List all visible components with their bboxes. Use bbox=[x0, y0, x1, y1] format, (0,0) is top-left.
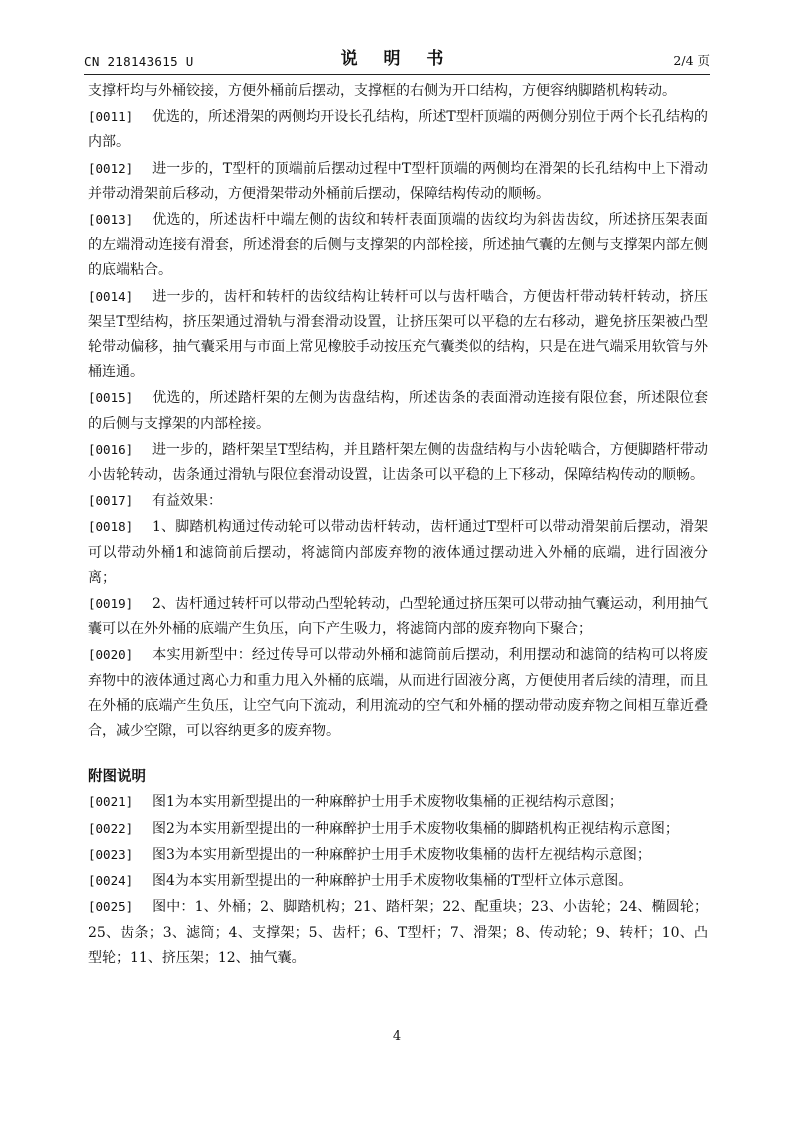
paragraph bbox=[88, 437, 708, 488]
paragraph-text: 优选的，所述滑架的两侧均开设长孔结构，所述T型杆顶端的两侧分别位于两个长孔结构的内部。 bbox=[88, 109, 708, 151]
paragraph-text: 优选的，所述踏杆架的左侧为齿盘结构，所述齿条的表面滑动连接有限位套，所述限位套的后侧与支撑架的内部栓接。 bbox=[88, 390, 708, 432]
paragraph-number: [0013] bbox=[88, 212, 134, 228]
paragraph bbox=[88, 894, 708, 971]
paragraph-text: 进一步的，T型杆的顶端前后摆动过程中T型杆顶端的两侧均在滑架的长孔结构中上下滑动并带动滑架前后移动，方便滑架带动外桶前后摆动，保障结构传动的顺畅。 bbox=[88, 160, 708, 202]
paragraph-text: 进一步的，踏杆架呈T型结构，并且踏杆架左侧的齿盘结构与小齿轮啮合，方便脚踏杆带动小齿轮转动，齿条通过滑轨与限位套滑动设置，让齿条可以平稳的上下移动，保障结构传动的顺畅。 bbox=[88, 441, 708, 484]
paragraph-list bbox=[88, 104, 708, 744]
paragraph bbox=[88, 591, 708, 642]
paragraph-number: [0015] bbox=[88, 390, 134, 406]
paragraph-text: 2、齿杆通过转杆可以带动凸型轮转动，凸型轮通过挤压架可以带动抽气囊运动，利用抽气囊可以在外外桶的底端产生负压，向下产生吸力，将滤筒内部的废弃物向下聚合； bbox=[88, 596, 708, 638]
paragraph bbox=[88, 156, 708, 207]
paragraph bbox=[88, 104, 708, 155]
paragraph-number: [0025] bbox=[88, 899, 134, 915]
paragraph-text: 本实用新型中：经过传导可以带动外桶和滤筒前后摆动，利用摆动和滤筒的结构可以将废弃物中的液体通过离心力和重力甩入外桶的底端，从而进行固液分离，方便使用者后续的清理，而且在外桶的底端产生负压，让空气向下流动，利用流动的空气和外桶的摆动带动废弃物之间相互靠近叠合，减少空隙，可以容纳更多的废弃物。 bbox=[88, 647, 708, 740]
paragraph bbox=[88, 207, 708, 284]
paragraph-number: [0021] bbox=[88, 794, 134, 810]
publication-number: CN 218143615 U bbox=[84, 54, 194, 69]
paragraph-text: 优选的，所述齿杆中端左侧的齿纹和转杆表面顶端的齿纹均为斜齿齿纹，所述挤压架表面的左端滑动连接有滑套，所述滑套的后侧与支撑架的内部栓接，所述抽气囊的左侧与支撑架内部左侧的底端粘合。 bbox=[88, 212, 708, 279]
paragraph-number: [0024] bbox=[88, 873, 134, 889]
paragraph-text: 有益效果： bbox=[152, 493, 222, 510]
paragraph-text: 图2为本实用新型提出的一种麻醉护士用手术废物收集桶的脚踏机构正视结构示意图； bbox=[152, 820, 679, 837]
paragraph-number: [0016] bbox=[88, 441, 134, 457]
paragraph-number: [0014] bbox=[88, 288, 134, 304]
section-title: 附图说明 bbox=[88, 768, 146, 786]
paragraph-text: 图4为本实用新型提出的一种麻醉护士用手术废物收集桶的T型杆立体示意图。 bbox=[152, 873, 633, 890]
paragraph-text: 图中：1、外桶；2、脚踏机构；21、踏杆架；22、配重块；23、小齿轮；24、椭圆轮；25、齿条；3、滤筒；4、支撑架；5、齿杆；6、T型杆；7、滑架；8、传动轮；9、转杆；10、凸型轮；11、挤压架；12、抽气囊。 bbox=[88, 899, 708, 966]
document-title: 说 明 书 bbox=[340, 49, 454, 69]
paragraph-number: [0020] bbox=[88, 647, 134, 663]
paragraph bbox=[88, 284, 708, 386]
paragraph-number: [0019] bbox=[88, 596, 134, 612]
paragraph bbox=[88, 514, 708, 591]
paragraph-number: [0023] bbox=[88, 846, 134, 862]
page-header bbox=[84, 44, 710, 75]
figure-paragraph-list bbox=[88, 789, 708, 970]
paragraph-text: 图1为本实用新型提出的一种麻醉护士用手术废物收集桶的正视结构示意图； bbox=[152, 794, 623, 811]
page-number: 4 bbox=[392, 1029, 402, 1044]
paragraph bbox=[88, 789, 708, 815]
paragraph bbox=[88, 816, 708, 842]
paragraph-text: 1、脚踏机构通过传动轮可以带动齿杆转动，齿杆通过T型杆可以带动滑架前后摆动，滑架可以带动外桶1和滤筒前后摆动，将滤筒内部废弃物的液体通过摆动进入外桶的底端，进行固液分离； bbox=[88, 519, 708, 586]
paragraph bbox=[88, 488, 708, 514]
intro-paragraph: 支撑杆均与外桶铰接，方便外桶前后摆动，支撑框的右侧为开口结构，方便容纳脚踏机构转动。 bbox=[88, 83, 676, 99]
paragraph-text: 图3为本实用新型提出的一种麻醉护士用手术废物收集桶的齿杆左视结构示意图； bbox=[152, 846, 651, 863]
paragraph-number: [0018] bbox=[88, 519, 134, 535]
document-body bbox=[88, 79, 708, 971]
paragraph-number: [0012] bbox=[88, 160, 134, 176]
paragraph-text: 进一步的，齿杆和转杆的齿纹结构让转杆可以与齿杆啮合，方便齿杆带动转杆转动，挤压架呈T型结构，挤压架通过滑轨与滑套滑动设置，让挤压架可以平稳的左右移动，避免挤压架被凸型轮带动偏移，抽气囊采用与市面上常见橡胶手动按压充气囊类似的结构，只是在进气端采用软管与外桶连通。 bbox=[88, 288, 708, 381]
paragraph-number: [0011] bbox=[88, 109, 134, 125]
paragraph bbox=[88, 385, 708, 436]
page-indicator: 2/4 页 bbox=[673, 53, 710, 68]
paragraph-number: [0017] bbox=[88, 493, 134, 509]
paragraph-number: [0022] bbox=[88, 820, 134, 836]
paragraph bbox=[88, 642, 708, 744]
paragraph bbox=[88, 842, 708, 868]
paragraph bbox=[88, 868, 708, 894]
